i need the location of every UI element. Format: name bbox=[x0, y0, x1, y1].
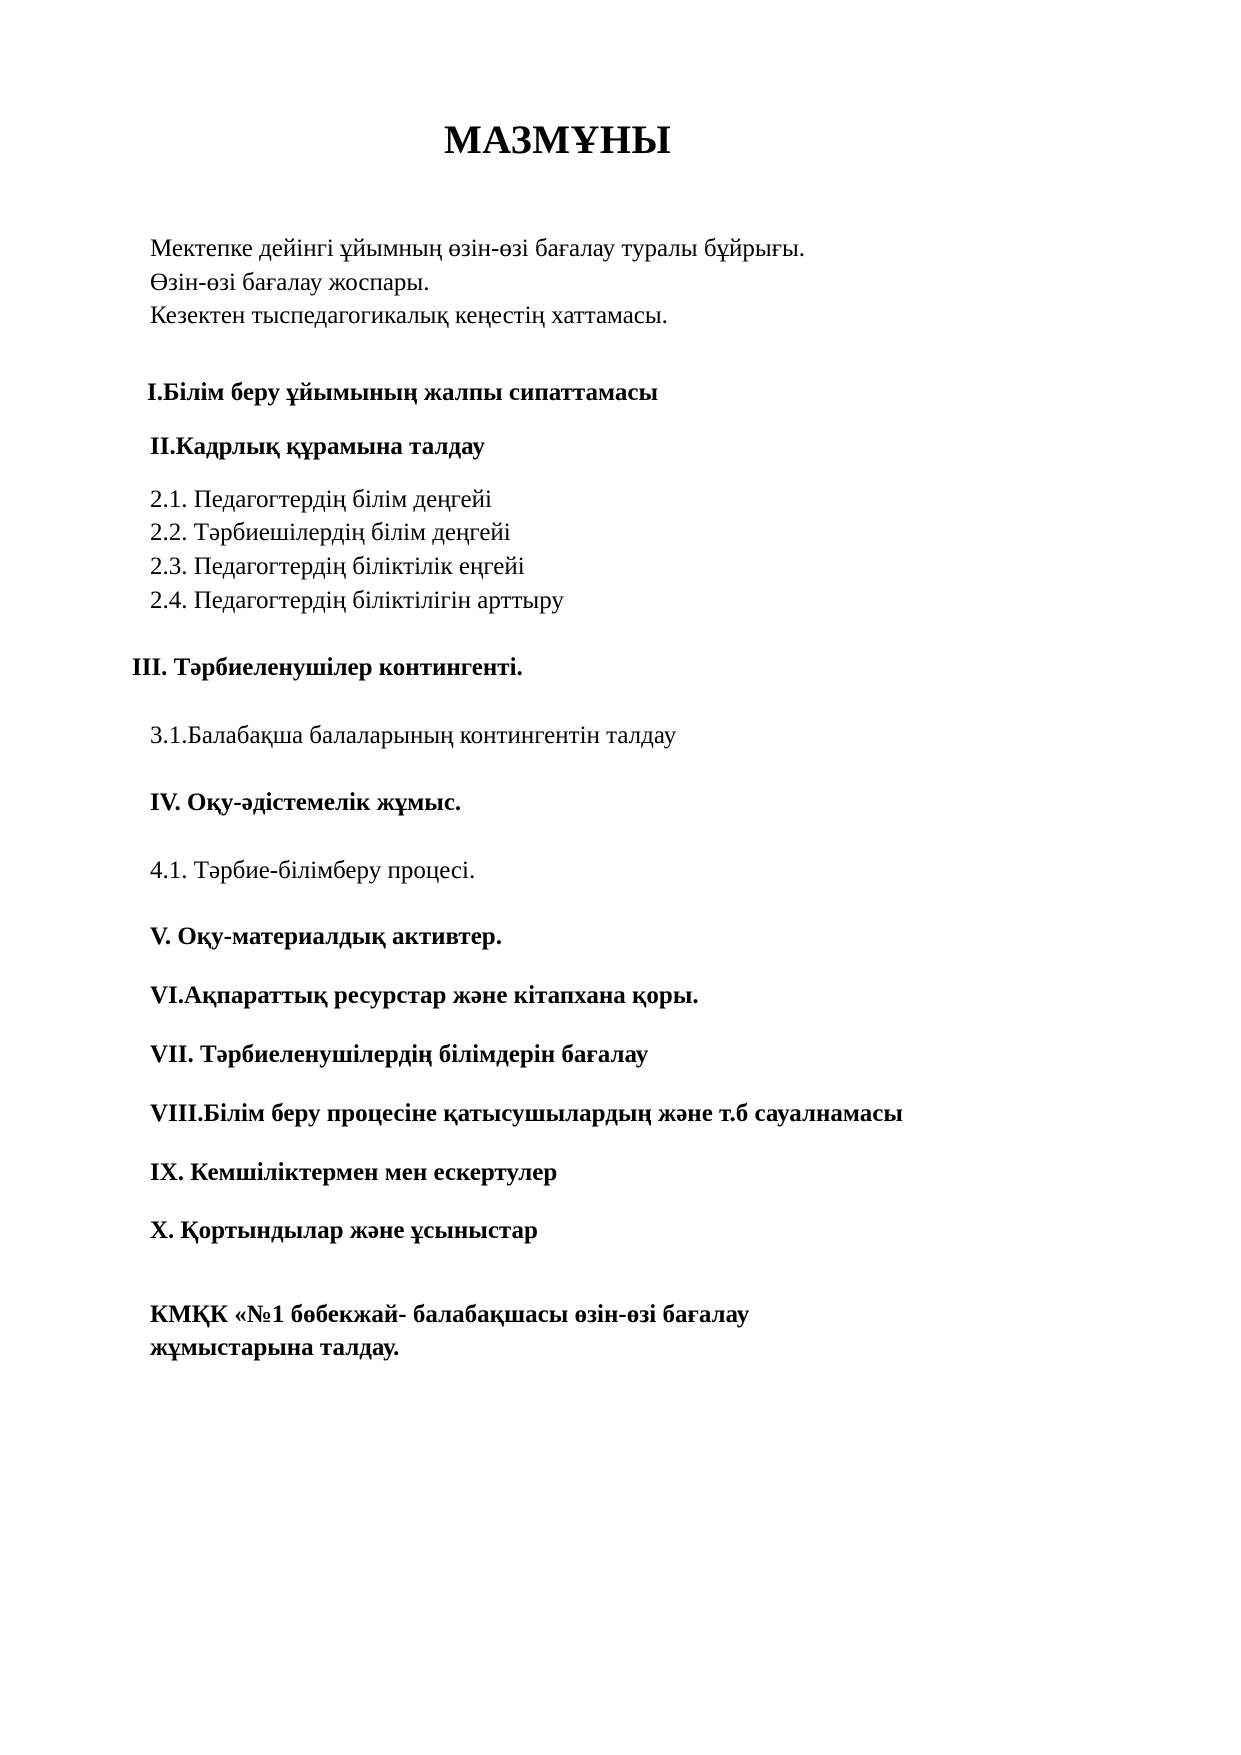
section-heading-8: VIII.Білім беру процесіне қатысушылардың және т.б сауалнамасы bbox=[150, 1100, 903, 1127]
intro-item-plan: Өзін-өзі бағалау жоспары. bbox=[150, 269, 430, 296]
intro-item-order: Мектепке дейінгі ұйымның өзін-өзі бағалау туралы бұйрығы. bbox=[150, 235, 806, 262]
subsection-item-2-3: 2.3. Педагогтердің біліктілік еңгейі bbox=[150, 553, 525, 580]
subsection-item-4-1: 4.1. Тәрбие-білімберу процесі. bbox=[150, 857, 476, 884]
section-heading-9: IX. Кемшіліктермен мен ескертулер bbox=[150, 1159, 558, 1186]
subsection-item-2-2: 2.2. Тәрбиешілердің білім деңгейі bbox=[150, 519, 511, 546]
section-heading-3: III. Тәрбиеленушілер контингенті. bbox=[132, 654, 523, 681]
subsection-item-2-4: 2.4. Педагогтердің біліктілігін арттыру bbox=[150, 587, 564, 614]
closing-line-2: жұмыстарына талдау. bbox=[150, 1334, 400, 1361]
section-heading-4: IV. Оқу-әдістемелік жұмыс. bbox=[150, 789, 462, 816]
subsection-item-2-1: 2.1. Педагогтердің білім деңгейі bbox=[150, 486, 492, 513]
closing-line-1: КМҚК «№1 бөбекжай- балабақшасы өзін-өзі бағалау bbox=[150, 1301, 750, 1328]
section-heading-7: VII. Тәрбиеленушілердің білімдерін бағалау bbox=[150, 1041, 649, 1068]
subsection-item-3-1: 3.1.Балабақша балаларының контингентін талдау bbox=[150, 722, 677, 749]
section-heading-1: I.Білім беру ұйымының жалпы сипаттамасы bbox=[147, 379, 658, 406]
section-heading-2: II.Кадрлық құрамына талдау bbox=[150, 433, 485, 460]
intro-item-protocol: Кезектен тыспедагогикалық кеңестің хаттамасы. bbox=[150, 302, 668, 329]
page-title: МАЗМҰНЫ bbox=[444, 117, 672, 162]
section-heading-10: X. Қортындылар және ұсыныстар bbox=[150, 1217, 538, 1244]
section-heading-6: VI.Ақпараттық ресурстар және кітапхана қоры. bbox=[150, 982, 699, 1009]
section-heading-5: V. Оқу-материалдық активтер. bbox=[150, 923, 502, 950]
